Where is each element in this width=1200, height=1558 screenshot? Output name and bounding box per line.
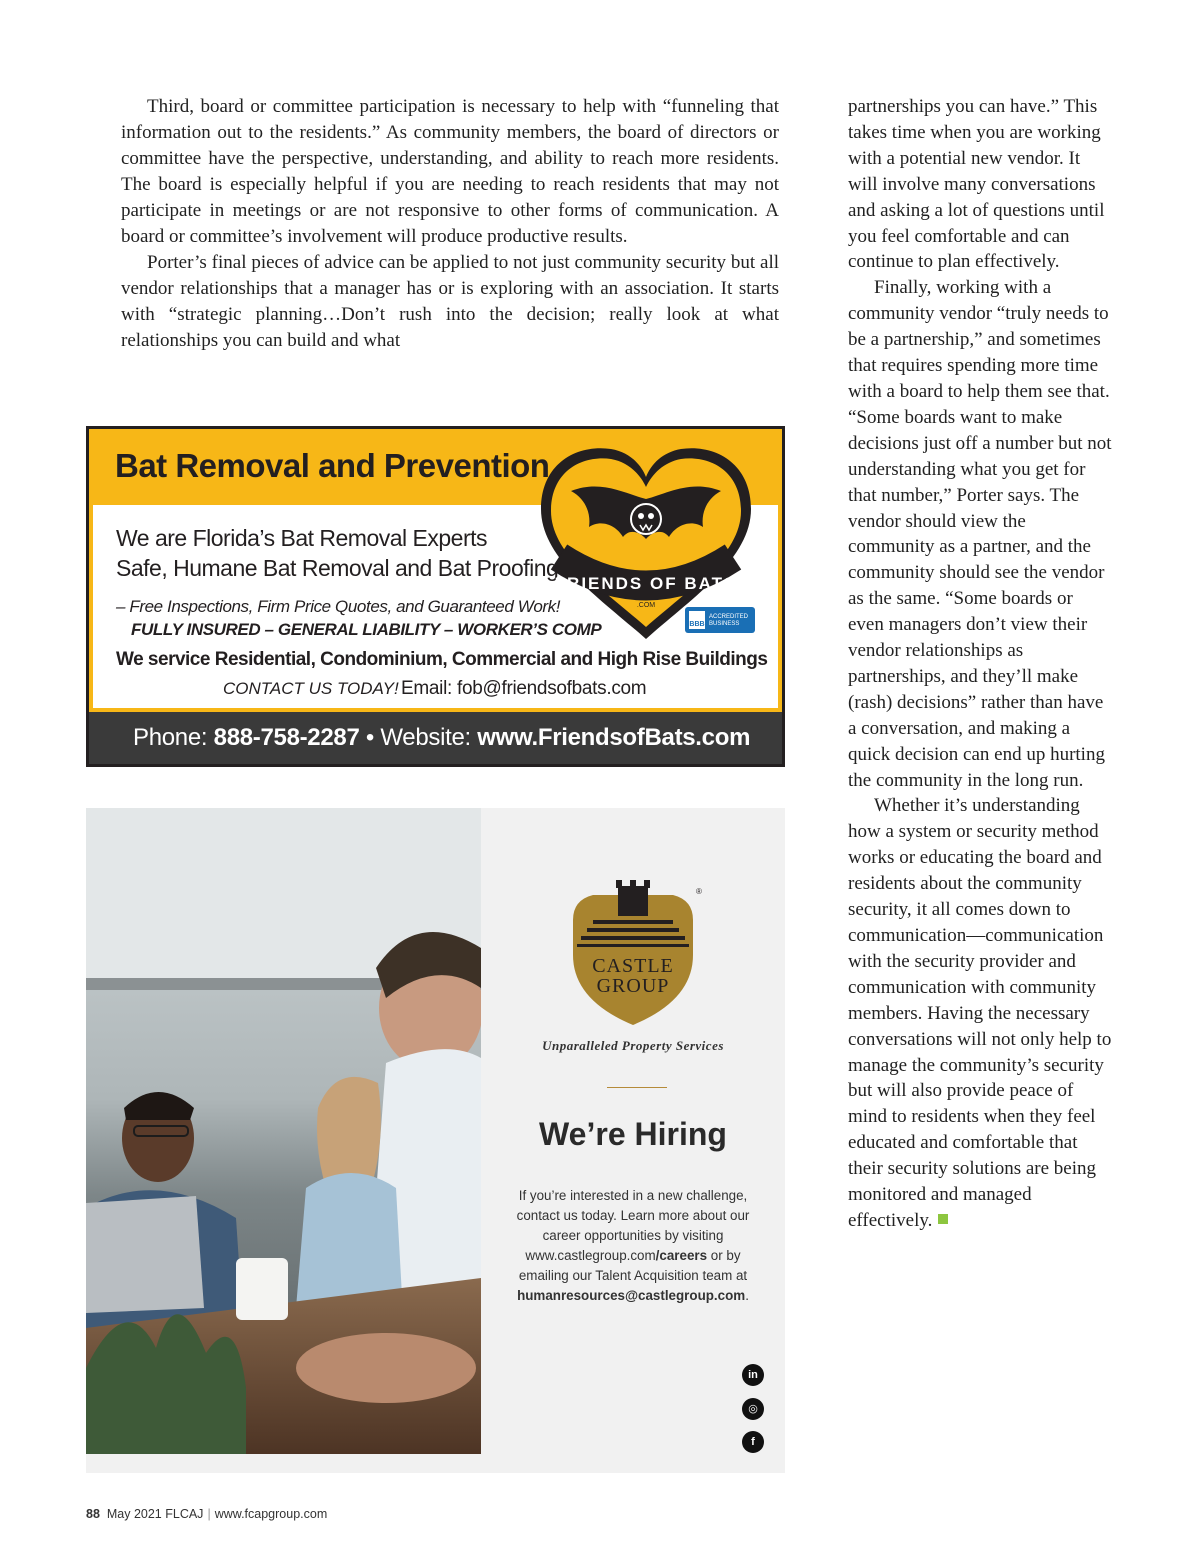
bbb-badge-text [709,614,748,628]
castle-group-ad[interactable] [86,808,785,1473]
website-label: • Website: [359,724,478,751]
ad-title: Bat Removal and Prevention [115,447,550,484]
logo-com: .COM [636,602,656,609]
page-footer [86,1507,327,1521]
bbb-torch-icon: BBB [689,611,705,629]
hr-email-link[interactable]: humanresources@castlegroup.com [517,1288,746,1303]
bat-removal-ad[interactable] [86,426,785,767]
linkedin-icon[interactable]: in [742,1364,764,1386]
ad-insurance-line: FULLY INSURED – GENERAL LIABILITY – WORKER’S COMP [131,620,602,639]
ad-offer-line: – Free Inspections, Firm Price Quotes, and Guaranteed Work! [116,597,561,616]
ad-email[interactable]: Email: fob@friendsofbats.com [401,678,647,699]
gold-divider [607,1087,667,1088]
bbb-text-business: BUSINESS [709,621,740,627]
registered-mark: ® [696,887,702,896]
ad-subheadline: Safe, Humane Bat Removal and Bat Proofing [116,555,559,581]
ad-services-line: We service Residential, Condominium, Commercial and High Rise Buildings [116,649,768,670]
logo-wordmark: FRIENDS OF BATS [554,574,738,593]
ad-headline: We are Florida’s Bat Removal Experts [116,525,488,551]
hiring-body-text [501,1186,765,1306]
final-paragraph-text: Whether it’s understanding how a system or security method works or educating the board and residents about the community security, it all comes down to communication—communication with the security provider and communication with community members. Having the necessary conversations will not only help to manage the community’s security but will also provide peace of mind to residents when they feel educated and comfortable that their security solutions are being monitored and managed effectively. [848,795,1112,1231]
ad-contact-cta: CONTACT US TODAY! [223,679,399,698]
hiring-body-mid: or by emailing our Talent Acquisition team at [518,1248,748,1283]
footer-url[interactable]: www.fcapgroup.com [214,1507,328,1521]
article-paragraph: Porter’s final pieces of advice can be applied to not just community security but all vendor relationships that a manager has or is exploring with an association. It starts with “strategic planning…Don’t rush into the decision; really look at what relationships you can build and what [121,252,779,351]
page-number: 88 [86,1507,100,1521]
phone-number[interactable]: 888-758-2287 [213,724,360,751]
article-paragraph: Third, board or committee participation is necessary to help with “funneling that information out to the residents.” As community members, the board of directors or committee have the perspective, understanding, and ability to reach more residents. The board is especially helpful if you are needing to reach residents that may not participate in meetings or are not responsive to other forms of communication. A board or committee’s involvement will produce productive results. [121,96,779,247]
phone-label: Phone: [133,724,214,751]
facebook-icon[interactable]: f [742,1431,764,1453]
hiring-heading: We’re Hiring [539,1116,727,1152]
footer-separator: | [207,1507,211,1521]
website-link[interactable]: www.FriendsofBats.com [477,724,751,751]
careers-link[interactable]: /careers [655,1248,708,1263]
office-meeting-photo [86,808,481,1454]
hiring-panel [481,808,785,1473]
hiring-body-intro: If you’re interested in a new challenge, contact us today. Learn more about our career opportunities by visiting www.castlegroup.com [516,1188,750,1263]
end-of-article-mark [938,1214,948,1224]
logo-castle-text: CASTLE [592,955,674,977]
instagram-icon[interactable]: ◎ [742,1398,764,1420]
logo-group-text: GROUP [596,975,670,997]
ad-phone-bar [89,712,782,764]
bbb-text-accredited: ACCREDITED [709,614,749,620]
article-paragraph: Finally, working with a community vendor “truly needs to be a partnership,” and sometimes that requires spending more time with a board to help them see that. “Some boards want to make decisions just off a number but not understanding what you get for that number,” Porter says. The vendor should view the community as a partner, and the community should see the vendor as the same. “Some boards or even managers don’t view their vendor relationships as partnerships, and they’ll make (rash) decisions” rather than have a conversation, and making a quick decision can end up hurting the community in the long run. [848,277,1112,791]
article-paragraph: partnerships you can have.” This takes time when you are working with a potential new vendor. It will involve many conversations and asking a lot of questions until you feel comfortable and can continue to plan effectively. [848,96,1105,273]
castle-group-logo [563,880,703,1030]
issue-label: May 2021 FLCAJ [106,1507,204,1521]
ad-phone-website-line [133,724,750,752]
left-article-column [121,94,779,354]
hiring-body-end: . [745,1288,749,1303]
castle-tagline: Unparalleled Property Services [542,1038,724,1053]
bbb-accredited-badge [685,607,755,633]
article-paragraph [848,793,1113,1233]
right-article-column [848,94,1113,1234]
